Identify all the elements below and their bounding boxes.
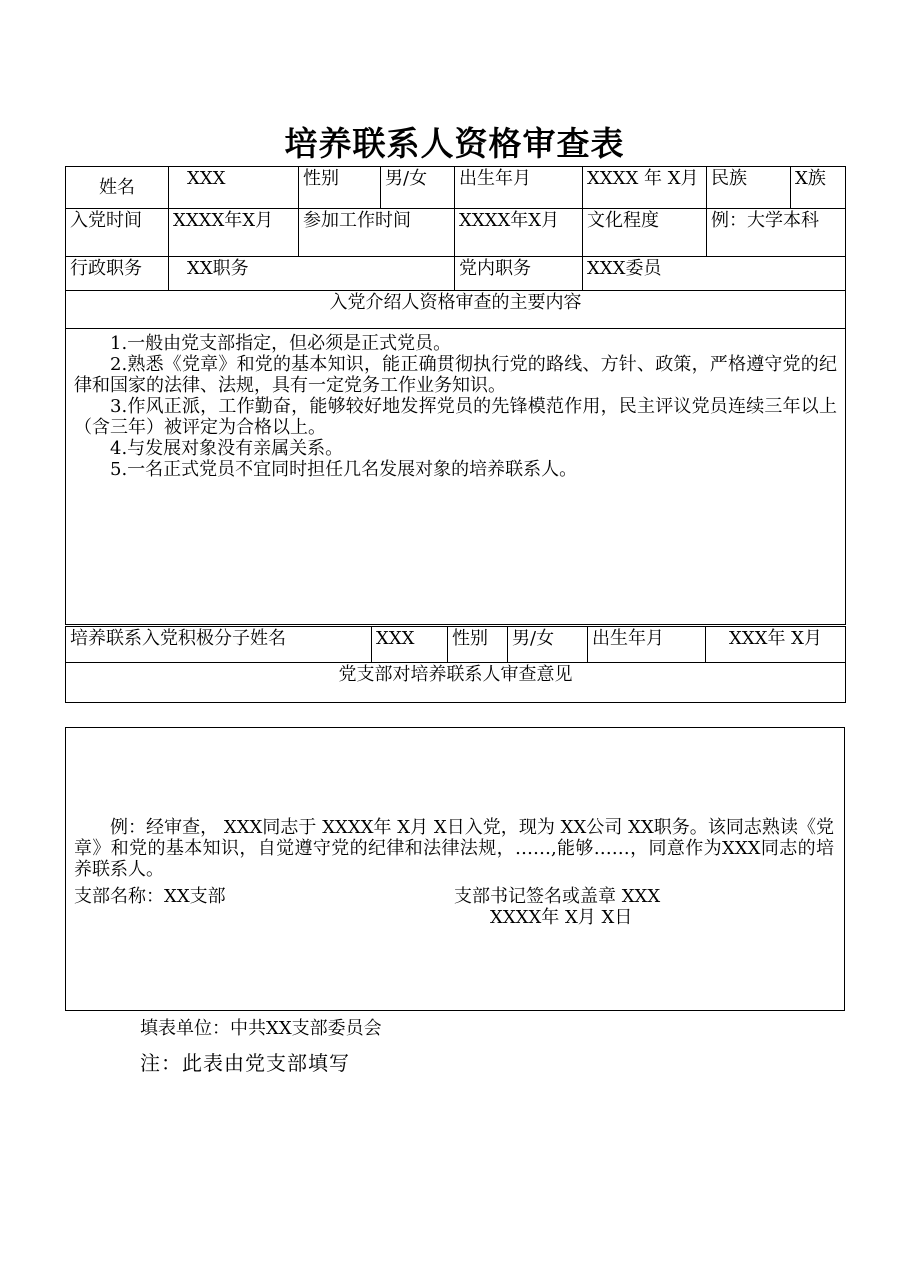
work-date-value: XXXX年X月 [455, 209, 583, 257]
requirement-item: 2.熟悉《党章》和党的基本知识，能正确贯彻执行党的路线、方针、政策，严格遵守党的纪律和国家的法律、法规，具有一定党务工作业务知识。 [74, 354, 837, 396]
opinion-date: XXXX年 X月 X日 [490, 907, 633, 928]
activist-birth-value: XXX年 X月 [706, 627, 846, 663]
party-position-value: XXX委员 [583, 257, 846, 291]
footer-note: 注：此表由党支部填写 [140, 1051, 350, 1075]
join-date-value: XXXX年X月 [169, 209, 299, 257]
activist-table [65, 626, 846, 703]
name-value: XXX [169, 167, 299, 209]
review-header: 入党介绍人资格审查的主要内容 [66, 291, 846, 329]
info-table [65, 166, 846, 625]
requirement-item: 4.与发展对象没有亲属关系。 [110, 438, 344, 459]
admin-position-label: 行政职务 [66, 257, 169, 291]
requirement-item: 3.作风正派，工作勤奋，能够较好地发挥党员的先锋模范作用，民主评议党员连续三年以上（含三年）被评定为合格以上。 [74, 396, 837, 438]
secretary-signature: 支部书记签名或盖章 XXX [454, 886, 661, 907]
branch-name: 支部名称：XX支部 [74, 886, 226, 907]
education-value: 例：大学本科 [707, 209, 846, 257]
opinion-header: 党支部对培养联系人审查意见 [66, 663, 846, 703]
birth-value: XXXX 年 X月 [583, 167, 707, 209]
opinion-box [65, 727, 845, 1011]
requirement-item: 5.一名正式党员不宜同时担任几名发展对象的培养联系人。 [110, 459, 578, 480]
birth-label: 出生年月 [455, 167, 583, 209]
gender-value: 男/女 [381, 167, 455, 209]
name-label: 姓名 [66, 167, 169, 209]
activist-name-value: XXX [372, 627, 448, 663]
activist-gender-label: 性别 [448, 627, 508, 663]
ethnicity-label: 民族 [707, 167, 791, 209]
ethnicity-value: X族 [791, 167, 846, 209]
requirements-cell [66, 329, 846, 625]
work-date-label: 参加工作时间 [299, 209, 455, 257]
activist-birth-label: 出生年月 [588, 627, 706, 663]
filling-unit: 填表单位：中共XX支部委员会 [140, 1018, 382, 1039]
gender-label: 性别 [299, 167, 381, 209]
opinion-text: 例：经审查， XXX同志于 XXXX年 X月 X日入党，现为 XX公司 XX职务。该同志熟读《党章》和党的基本知识，自觉遵守党的纪律和法律法规，……,能够……，同意作为XXX同志的培养联系人。 [74, 817, 834, 880]
activist-gender-value: 男/女 [508, 627, 588, 663]
requirement-item: 1.一般由党支部指定，但必须是正式党员。 [110, 333, 452, 354]
admin-position-value: XX职务 [169, 257, 455, 291]
education-label: 文化程度 [583, 209, 707, 257]
activist-label: 培养联系入党积极分子姓名 [66, 627, 372, 663]
join-date-label: 入党时间 [66, 209, 169, 257]
page-title: 培养联系人资格审查表 [284, 124, 625, 163]
party-position-label: 党内职务 [455, 257, 583, 291]
